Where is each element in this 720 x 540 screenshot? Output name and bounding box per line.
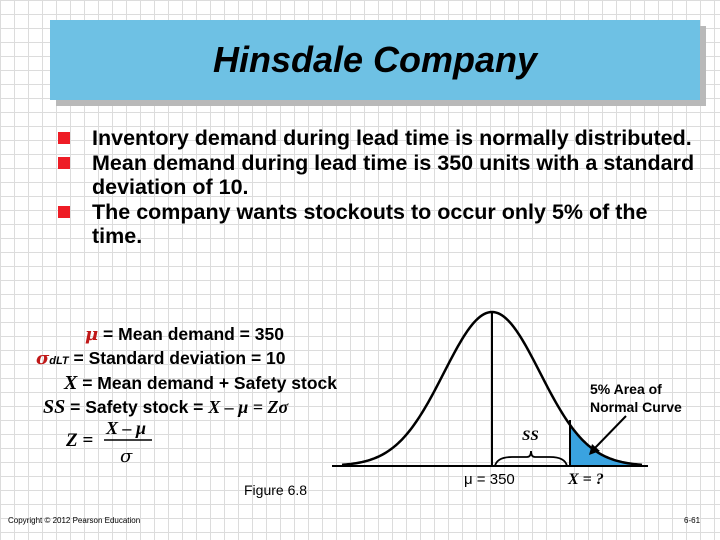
area-arrow-line bbox=[594, 416, 626, 449]
mean-label: μ = 350 bbox=[464, 471, 515, 488]
ss-label: SS bbox=[522, 428, 539, 444]
figure-caption: Figure 6.8 bbox=[244, 482, 308, 498]
bullet-item: The company wants stockouts to occur only 5% of the time. bbox=[56, 200, 696, 249]
formula-lhs: Z = bbox=[66, 430, 94, 451]
ss-brace bbox=[495, 451, 567, 466]
bullet-item: Mean demand during lead time is 350 units with a standard deviation of 10. bbox=[56, 151, 696, 200]
z-formula bbox=[65, 418, 152, 467]
x-label: X = ? bbox=[568, 471, 604, 488]
definition-ss: SS = Safety stock = X – μ = Zσ bbox=[43, 396, 289, 418]
definition-x: X = Mean demand + Safety stock bbox=[64, 372, 338, 394]
slide-title: Hinsdale Company bbox=[212, 39, 538, 80]
page-number: 6-61 bbox=[684, 516, 701, 525]
area-label-line2: Normal Curve bbox=[590, 399, 682, 415]
definition-mu: μ = Mean demand = 350 bbox=[85, 324, 284, 345]
definition-sigma: σdLT = Standard deviation = 10 bbox=[36, 348, 286, 369]
copyright-notice: Copyright © 2012 Pearson Education bbox=[8, 516, 141, 525]
bullet-item: Inventory demand during lead time is normally distributed. bbox=[56, 126, 696, 151]
tail-area-shading bbox=[570, 425, 642, 466]
formula-denominator: σ bbox=[120, 446, 133, 467]
formula-numerator: X – μ bbox=[106, 418, 147, 438]
area-label-line1: 5% Area of bbox=[590, 381, 662, 397]
